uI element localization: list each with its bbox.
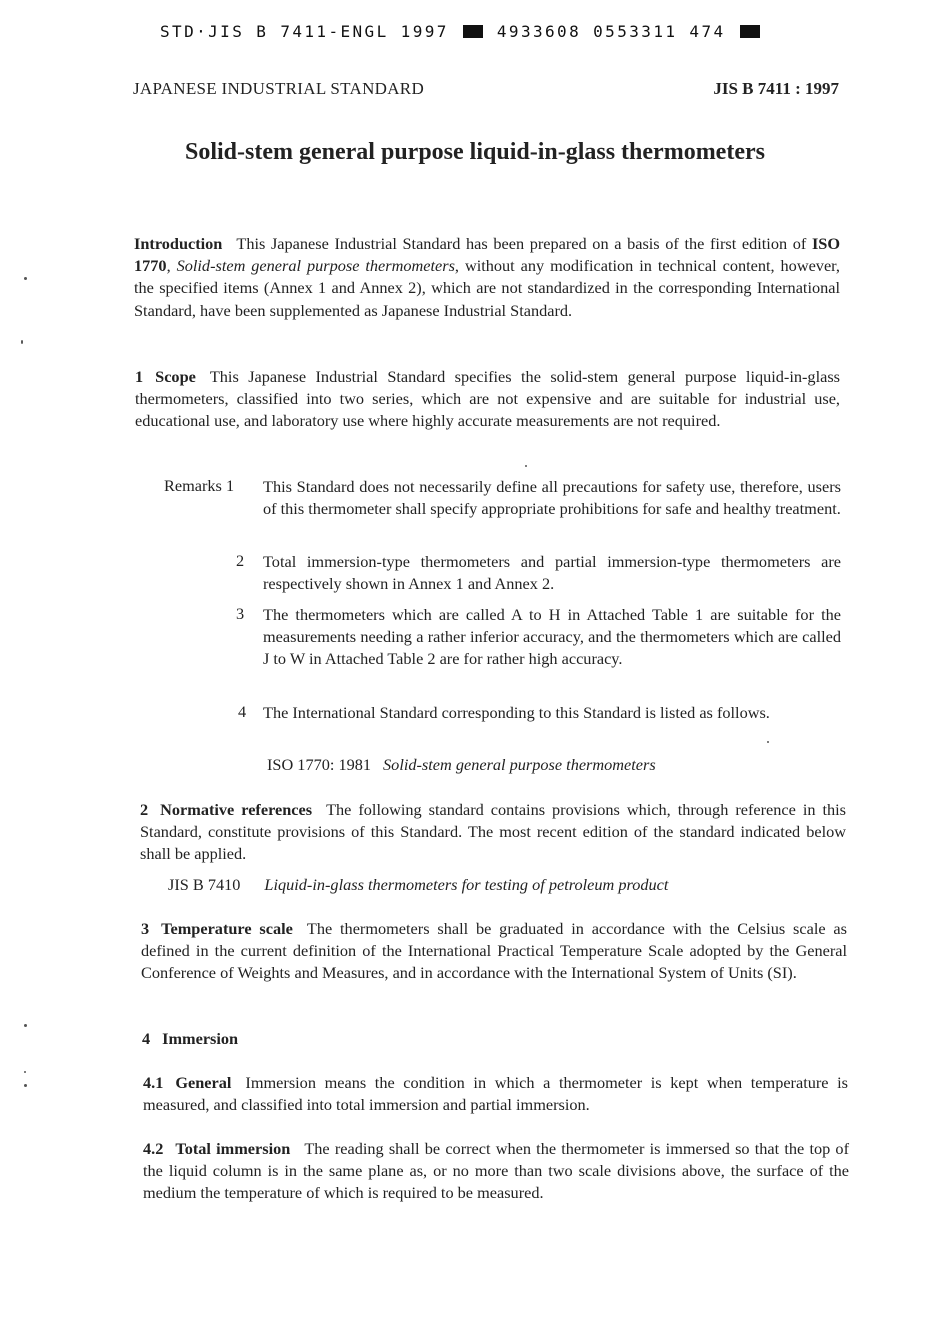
scan-speck (24, 1071, 26, 1073)
scope-heading: Scope (155, 367, 196, 386)
temperature-scale-number: 3 (141, 919, 150, 938)
remark-number: 1 (225, 476, 235, 495)
remark-number: 2 (236, 551, 245, 570)
general-heading: General (175, 1073, 232, 1092)
normative-ref-title: Liquid-in-glass thermometers for testing of petroleum product (264, 875, 669, 894)
normative-references-section (140, 799, 846, 866)
remarks-label: Remarks 1 (164, 476, 235, 495)
immersion-heading: Immersion (162, 1029, 239, 1048)
stamp-right: 4933608 0553311 474 (496, 22, 726, 41)
scan-speck (525, 465, 527, 467)
document-stamp (160, 22, 762, 41)
normative-number: 2 (140, 800, 149, 819)
iso-ref-title: Solid-stem general purpose thermometers (383, 755, 656, 774)
introduction-heading: Introduction (134, 234, 223, 253)
immersion-heading-line (142, 1029, 238, 1049)
general-number: 4.1 (143, 1073, 164, 1092)
remark-item-2: Total immersion-type thermometers and partial immersion-type thermometers are respectively shown in Annex 1 and Annex 2. (263, 552, 841, 594)
immersion-number: 4 (142, 1029, 151, 1048)
intro-text-2: , (166, 256, 177, 276)
remark-item-3: The thermometers which are called A to H in Attached Table 1 are suitable for the measurements needing a rather inferior accuracy, and the thermometers which are called J to W in Attached Table 2 are for rather high accuracy. (263, 605, 841, 669)
normative-ref-code: JIS B 7410 (168, 875, 241, 894)
normative-reference-entry (168, 875, 668, 895)
remark-item-1: This Standard does not necessarily define all precautions for safety use, therefore, users of this thermometer shall specify appropriate prohibitions for safe and healthy treatment. (263, 477, 841, 519)
remark-number: 3 (236, 604, 245, 623)
header-standard-number: JIS B 7411 : 1997 (713, 79, 839, 98)
scan-speck (24, 277, 27, 280)
scan-speck (24, 1084, 27, 1087)
total-immersion-heading: Total immersion (175, 1139, 291, 1158)
immersion-general-section (143, 1072, 848, 1116)
temperature-scale-heading: Temperature scale (161, 919, 293, 938)
total-immersion-number: 4.2 (143, 1139, 164, 1158)
intro-iso-ref: ISO 1770 (134, 234, 840, 276)
total-immersion-section (143, 1138, 849, 1205)
temperature-scale-section (141, 918, 847, 985)
temperature-scale-text: The thermometers shall be graduated in accordance with the Celsius scale as defined in the current definition of the International Practical Temperature Scale adopted by the General Conference of Weights and Measures, and in accordance with the International System of Units (SI). (141, 919, 847, 983)
stamp-left: STD·JIS B 7411-ENGL 1997 (160, 22, 449, 41)
intro-text-3: , without any modification in technical content, however, the specified items (Annex 1 and Annex 2), which are not standardized in the corresponding International Standard, have been supplemented as Japanese Industrial Standard. (134, 256, 841, 320)
total-immersion-text: The reading shall be correct when the thermometer is immersed so that the top of the liquid column is in the same plane as, or no more than two scale divisions above, the surface of the medium the temperature of which is required to be measured. (143, 1139, 849, 1203)
normative-text: The following standard contains provisions which, through reference in this Standard, constitute provisions of this Standard. The most recent edition of the standard indicated below shall be applied. (140, 800, 846, 864)
scope-text: This Japanese Industrial Standard specifies the solid-stem general purpose liquid-in-glass thermometers, classified into two series, which are not expensive and are suitable for industrial use, educational use, and laboratory use where highly accurate measurements are not required. (135, 367, 840, 431)
remark-number: 4 (238, 702, 247, 721)
introduction-paragraph (134, 233, 840, 322)
remark-item-4: The International Standard corresponding to this Standard is listed as follows. (263, 703, 770, 722)
stamp-bar (463, 25, 483, 38)
scan-speck (21, 340, 23, 344)
remark-iso-reference (267, 755, 656, 775)
scan-speck (767, 741, 769, 743)
header-standard-type: JAPANESE INDUSTRIAL STANDARD (133, 79, 425, 98)
scan-speck (24, 1024, 27, 1027)
intro-text-1: This Japanese Industrial Standard has been prepared on a basis of the first edition of (236, 234, 812, 253)
scope-number: 1 (135, 367, 144, 386)
scope-section (135, 366, 840, 433)
stamp-bar-end (740, 25, 760, 38)
general-text: Immersion means the condition in which a thermometer is kept when temperature is measured, and classified into total immersion and partial immersion. (143, 1073, 848, 1115)
iso-ref-code: ISO 1770: 1981 (267, 755, 372, 774)
document-title: Solid-stem general purpose liquid-in-glass thermometers (185, 139, 765, 165)
intro-italic-title: Solid-stem general purpose thermometers (176, 256, 455, 276)
normative-heading: Normative references (160, 800, 313, 819)
